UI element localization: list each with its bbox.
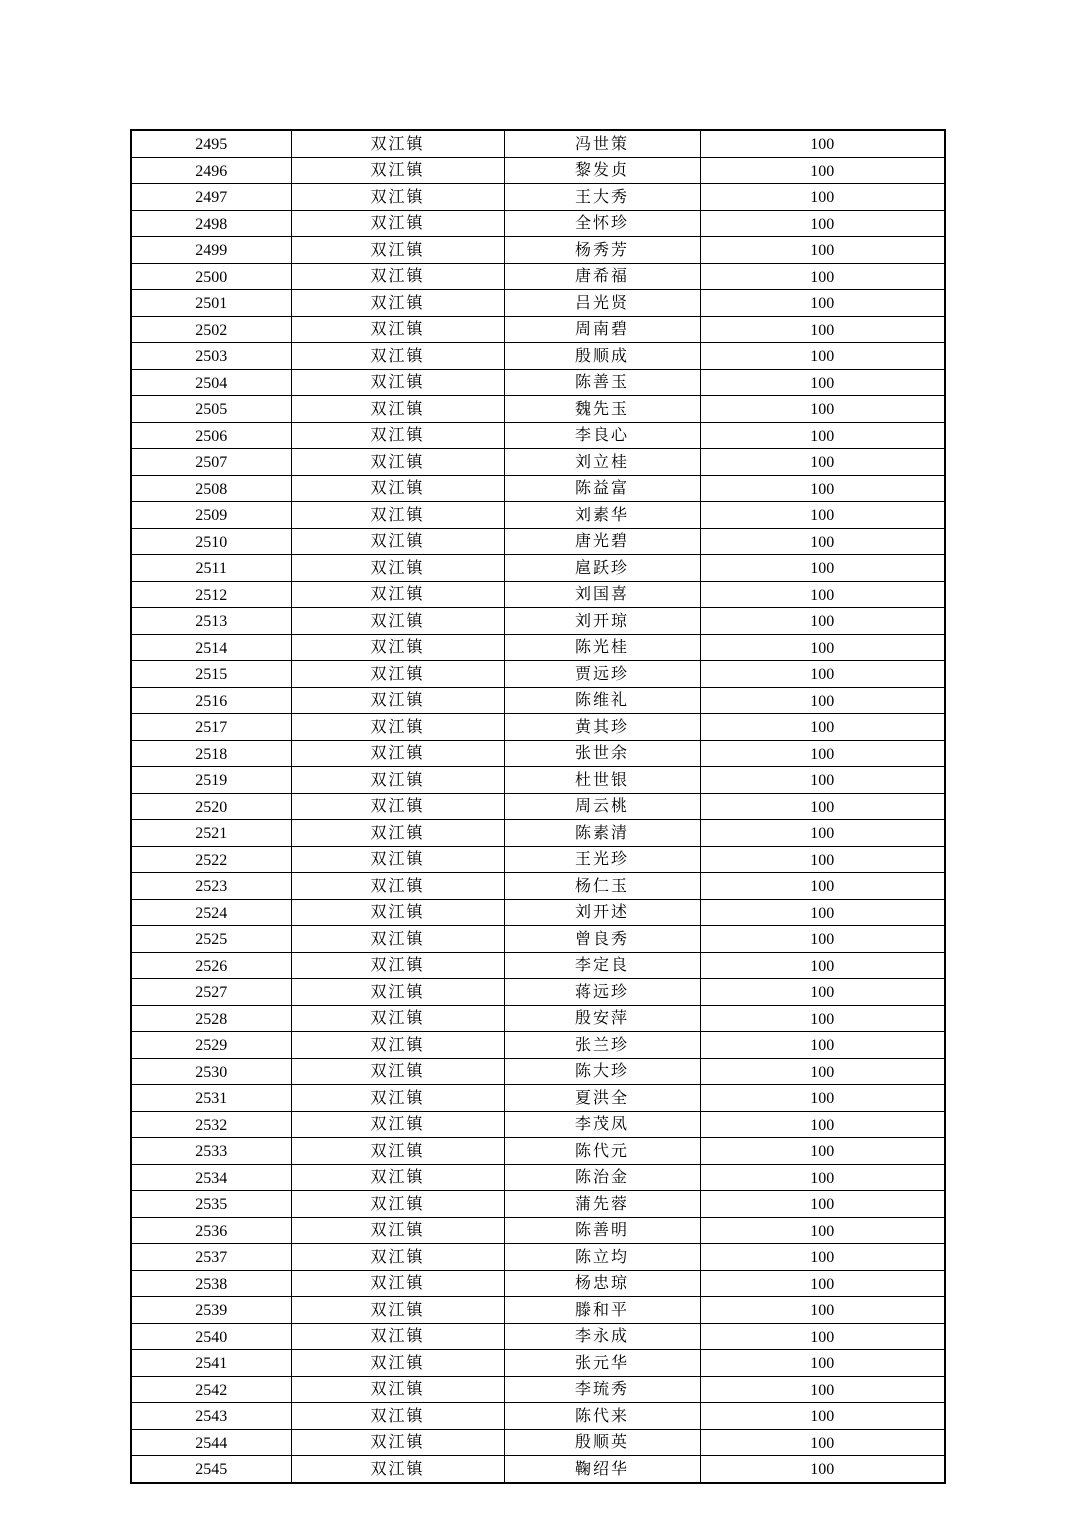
amount-cell: 100 [700, 1323, 945, 1350]
table-row [131, 952, 945, 979]
row-number-cell: 2519 [131, 767, 291, 794]
person-name-cell: 刘开琼 [504, 608, 700, 635]
amount-cell: 100 [700, 1032, 945, 1059]
person-name-cell: 王光珍 [504, 846, 700, 873]
row-number-cell: 2540 [131, 1323, 291, 1350]
person-name-cell: 李定良 [504, 952, 700, 979]
amount-cell: 100 [700, 237, 945, 264]
row-number-cell: 2514 [131, 634, 291, 661]
row-number-cell: 2529 [131, 1032, 291, 1059]
amount-cell: 100 [700, 1217, 945, 1244]
person-name-cell: 曾良秀 [504, 926, 700, 953]
subsidy-roster-table [130, 129, 946, 1484]
person-name-cell: 刘国喜 [504, 581, 700, 608]
person-name-cell: 鞠绍华 [504, 1456, 700, 1483]
row-number-cell: 2511 [131, 555, 291, 582]
table-row [131, 767, 945, 794]
person-name-cell: 滕和平 [504, 1297, 700, 1324]
row-number-cell: 2515 [131, 661, 291, 688]
town-cell: 双江镇 [291, 687, 504, 714]
row-number-cell: 2495 [131, 130, 291, 157]
town-cell: 双江镇 [291, 502, 504, 529]
row-number-cell: 2533 [131, 1138, 291, 1165]
table-row [131, 237, 945, 264]
town-cell: 双江镇 [291, 1005, 504, 1032]
person-name-cell: 黄其珍 [504, 714, 700, 741]
amount-cell: 100 [700, 1191, 945, 1218]
table-row [131, 793, 945, 820]
row-number-cell: 2512 [131, 581, 291, 608]
person-name-cell: 陈光桂 [504, 634, 700, 661]
row-number-cell: 2500 [131, 263, 291, 290]
table-row [131, 1297, 945, 1324]
table-row [131, 1323, 945, 1350]
town-cell: 双江镇 [291, 952, 504, 979]
town-cell: 双江镇 [291, 1350, 504, 1377]
town-cell: 双江镇 [291, 1376, 504, 1403]
row-number-cell: 2505 [131, 396, 291, 423]
person-name-cell: 黎发贞 [504, 157, 700, 184]
table-row [131, 1403, 945, 1430]
table-row [131, 1217, 945, 1244]
table-row [131, 846, 945, 873]
town-cell: 双江镇 [291, 1244, 504, 1271]
row-number-cell: 2525 [131, 926, 291, 953]
table-row [131, 608, 945, 635]
person-name-cell: 陈善明 [504, 1217, 700, 1244]
town-cell: 双江镇 [291, 899, 504, 926]
row-number-cell: 2504 [131, 369, 291, 396]
amount-cell: 100 [700, 502, 945, 529]
table-row [131, 1456, 945, 1483]
table-row [131, 502, 945, 529]
row-number-cell: 2545 [131, 1456, 291, 1483]
town-cell: 双江镇 [291, 740, 504, 767]
amount-cell: 100 [700, 1429, 945, 1456]
amount-cell: 100 [700, 581, 945, 608]
town-cell: 双江镇 [291, 422, 504, 449]
amount-cell: 100 [700, 634, 945, 661]
person-name-cell: 周南碧 [504, 316, 700, 343]
person-name-cell: 陈治金 [504, 1164, 700, 1191]
table-row [131, 290, 945, 317]
town-cell: 双江镇 [291, 396, 504, 423]
person-name-cell: 刘开述 [504, 899, 700, 926]
row-number-cell: 2531 [131, 1085, 291, 1112]
table-row [131, 316, 945, 343]
amount-cell: 100 [700, 899, 945, 926]
row-number-cell: 2502 [131, 316, 291, 343]
table-row [131, 555, 945, 582]
table-row [131, 528, 945, 555]
amount-cell: 100 [700, 1297, 945, 1324]
table-row [131, 1376, 945, 1403]
table-row [131, 1350, 945, 1377]
row-number-cell: 2497 [131, 184, 291, 211]
amount-cell: 100 [700, 1244, 945, 1271]
table-row [131, 422, 945, 449]
row-number-cell: 2508 [131, 475, 291, 502]
town-cell: 双江镇 [291, 1164, 504, 1191]
amount-cell: 100 [700, 130, 945, 157]
row-number-cell: 2536 [131, 1217, 291, 1244]
person-name-cell: 全怀珍 [504, 210, 700, 237]
row-number-cell: 2535 [131, 1191, 291, 1218]
table-row [131, 1111, 945, 1138]
person-name-cell: 殷顺英 [504, 1429, 700, 1456]
row-number-cell: 2510 [131, 528, 291, 555]
town-cell: 双江镇 [291, 634, 504, 661]
table-row [131, 1138, 945, 1165]
person-name-cell: 殷顺成 [504, 343, 700, 370]
row-number-cell: 2542 [131, 1376, 291, 1403]
amount-cell: 100 [700, 1350, 945, 1377]
row-number-cell: 2539 [131, 1297, 291, 1324]
table-row [131, 1005, 945, 1032]
row-number-cell: 2521 [131, 820, 291, 847]
amount-cell: 100 [700, 873, 945, 900]
table-row [131, 687, 945, 714]
amount-cell: 100 [700, 1111, 945, 1138]
town-cell: 双江镇 [291, 926, 504, 953]
row-number-cell: 2503 [131, 343, 291, 370]
person-name-cell: 杨仁玉 [504, 873, 700, 900]
person-name-cell: 冯世策 [504, 130, 700, 157]
town-cell: 双江镇 [291, 1032, 504, 1059]
table-row [131, 1085, 945, 1112]
table-row [131, 1244, 945, 1271]
town-cell: 双江镇 [291, 343, 504, 370]
amount-cell: 100 [700, 926, 945, 953]
table-row [131, 210, 945, 237]
town-cell: 双江镇 [291, 1217, 504, 1244]
person-name-cell: 张世余 [504, 740, 700, 767]
amount-cell: 100 [700, 714, 945, 741]
amount-cell: 100 [700, 555, 945, 582]
row-number-cell: 2499 [131, 237, 291, 264]
row-number-cell: 2530 [131, 1058, 291, 1085]
person-name-cell: 唐希福 [504, 263, 700, 290]
town-cell: 双江镇 [291, 1270, 504, 1297]
row-number-cell: 2506 [131, 422, 291, 449]
town-cell: 双江镇 [291, 608, 504, 635]
table-row [131, 581, 945, 608]
table-row [131, 873, 945, 900]
amount-cell: 100 [700, 1403, 945, 1430]
row-number-cell: 2518 [131, 740, 291, 767]
row-number-cell: 2517 [131, 714, 291, 741]
amount-cell: 100 [700, 528, 945, 555]
amount-cell: 100 [700, 157, 945, 184]
town-cell: 双江镇 [291, 290, 504, 317]
person-name-cell: 殷安萍 [504, 1005, 700, 1032]
row-number-cell: 2509 [131, 502, 291, 529]
person-name-cell: 贾远珍 [504, 661, 700, 688]
town-cell: 双江镇 [291, 210, 504, 237]
person-name-cell: 扈跃珍 [504, 555, 700, 582]
town-cell: 双江镇 [291, 846, 504, 873]
amount-cell: 100 [700, 1005, 945, 1032]
amount-cell: 100 [700, 661, 945, 688]
amount-cell: 100 [700, 263, 945, 290]
town-cell: 双江镇 [291, 369, 504, 396]
amount-cell: 100 [700, 740, 945, 767]
amount-cell: 100 [700, 396, 945, 423]
table-row [131, 714, 945, 741]
person-name-cell: 张兰珍 [504, 1032, 700, 1059]
table-row [131, 396, 945, 423]
town-cell: 双江镇 [291, 475, 504, 502]
table-row [131, 820, 945, 847]
amount-cell: 100 [700, 1138, 945, 1165]
person-name-cell: 李良心 [504, 422, 700, 449]
amount-cell: 100 [700, 1376, 945, 1403]
table-row [131, 1058, 945, 1085]
amount-cell: 100 [700, 184, 945, 211]
table-row [131, 1191, 945, 1218]
table-row [131, 184, 945, 211]
person-name-cell: 王大秀 [504, 184, 700, 211]
row-number-cell: 2541 [131, 1350, 291, 1377]
person-name-cell: 李琉秀 [504, 1376, 700, 1403]
town-cell: 双江镇 [291, 449, 504, 476]
amount-cell: 100 [700, 767, 945, 794]
town-cell: 双江镇 [291, 316, 504, 343]
town-cell: 双江镇 [291, 528, 504, 555]
table-row [131, 1164, 945, 1191]
person-name-cell: 陈维礼 [504, 687, 700, 714]
town-cell: 双江镇 [291, 555, 504, 582]
person-name-cell: 刘立桂 [504, 449, 700, 476]
table-body [131, 130, 945, 1483]
row-number-cell: 2498 [131, 210, 291, 237]
town-cell: 双江镇 [291, 979, 504, 1006]
person-name-cell: 杨忠琼 [504, 1270, 700, 1297]
table-row [131, 899, 945, 926]
table-row [131, 1270, 945, 1297]
row-number-cell: 2532 [131, 1111, 291, 1138]
person-name-cell: 张元华 [504, 1350, 700, 1377]
table-row [131, 634, 945, 661]
amount-cell: 100 [700, 210, 945, 237]
town-cell: 双江镇 [291, 263, 504, 290]
table-row [131, 926, 945, 953]
amount-cell: 100 [700, 475, 945, 502]
row-number-cell: 2507 [131, 449, 291, 476]
table-row [131, 263, 945, 290]
table-row [131, 449, 945, 476]
town-cell: 双江镇 [291, 793, 504, 820]
town-cell: 双江镇 [291, 661, 504, 688]
town-cell: 双江镇 [291, 130, 504, 157]
table-row [131, 343, 945, 370]
town-cell: 双江镇 [291, 581, 504, 608]
amount-cell: 100 [700, 316, 945, 343]
person-name-cell: 陈善玉 [504, 369, 700, 396]
town-cell: 双江镇 [291, 1403, 504, 1430]
person-name-cell: 李茂凤 [504, 1111, 700, 1138]
amount-cell: 100 [700, 1456, 945, 1483]
town-cell: 双江镇 [291, 237, 504, 264]
table-row [131, 130, 945, 157]
table-row [131, 1032, 945, 1059]
person-name-cell: 陈代来 [504, 1403, 700, 1430]
row-number-cell: 2538 [131, 1270, 291, 1297]
town-cell: 双江镇 [291, 1191, 504, 1218]
amount-cell: 100 [700, 449, 945, 476]
person-name-cell: 杜世银 [504, 767, 700, 794]
person-name-cell: 蒲先蓉 [504, 1191, 700, 1218]
amount-cell: 100 [700, 1270, 945, 1297]
row-number-cell: 2501 [131, 290, 291, 317]
amount-cell: 100 [700, 952, 945, 979]
town-cell: 双江镇 [291, 1111, 504, 1138]
town-cell: 双江镇 [291, 820, 504, 847]
person-name-cell: 李永成 [504, 1323, 700, 1350]
table-row [131, 740, 945, 767]
town-cell: 双江镇 [291, 1456, 504, 1483]
person-name-cell: 陈大珍 [504, 1058, 700, 1085]
amount-cell: 100 [700, 687, 945, 714]
person-name-cell: 魏先玉 [504, 396, 700, 423]
table-row [131, 157, 945, 184]
row-number-cell: 2537 [131, 1244, 291, 1271]
row-number-cell: 2496 [131, 157, 291, 184]
amount-cell: 100 [700, 343, 945, 370]
row-number-cell: 2513 [131, 608, 291, 635]
table-row [131, 661, 945, 688]
amount-cell: 100 [700, 793, 945, 820]
person-name-cell: 杨秀芳 [504, 237, 700, 264]
amount-cell: 100 [700, 422, 945, 449]
row-number-cell: 2523 [131, 873, 291, 900]
person-name-cell: 陈益富 [504, 475, 700, 502]
row-number-cell: 2534 [131, 1164, 291, 1191]
town-cell: 双江镇 [291, 1297, 504, 1324]
town-cell: 双江镇 [291, 184, 504, 211]
row-number-cell: 2516 [131, 687, 291, 714]
row-number-cell: 2527 [131, 979, 291, 1006]
person-name-cell: 刘素华 [504, 502, 700, 529]
town-cell: 双江镇 [291, 1058, 504, 1085]
amount-cell: 100 [700, 846, 945, 873]
row-number-cell: 2543 [131, 1403, 291, 1430]
amount-cell: 100 [700, 1085, 945, 1112]
amount-cell: 100 [700, 1164, 945, 1191]
person-name-cell: 陈素清 [504, 820, 700, 847]
town-cell: 双江镇 [291, 767, 504, 794]
amount-cell: 100 [700, 1058, 945, 1085]
person-name-cell: 吕光贤 [504, 290, 700, 317]
person-name-cell: 夏洪全 [504, 1085, 700, 1112]
row-number-cell: 2520 [131, 793, 291, 820]
row-number-cell: 2522 [131, 846, 291, 873]
person-name-cell: 蒋远珍 [504, 979, 700, 1006]
amount-cell: 100 [700, 369, 945, 396]
amount-cell: 100 [700, 290, 945, 317]
town-cell: 双江镇 [291, 1323, 504, 1350]
town-cell: 双江镇 [291, 1429, 504, 1456]
person-name-cell: 周云桃 [504, 793, 700, 820]
row-number-cell: 2526 [131, 952, 291, 979]
person-name-cell: 唐光碧 [504, 528, 700, 555]
town-cell: 双江镇 [291, 1138, 504, 1165]
table-row [131, 369, 945, 396]
person-name-cell: 陈立均 [504, 1244, 700, 1271]
person-name-cell: 陈代元 [504, 1138, 700, 1165]
town-cell: 双江镇 [291, 714, 504, 741]
table-row [131, 475, 945, 502]
row-number-cell: 2544 [131, 1429, 291, 1456]
amount-cell: 100 [700, 979, 945, 1006]
table-row [131, 1429, 945, 1456]
table-row [131, 979, 945, 1006]
row-number-cell: 2528 [131, 1005, 291, 1032]
amount-cell: 100 [700, 820, 945, 847]
town-cell: 双江镇 [291, 873, 504, 900]
town-cell: 双江镇 [291, 157, 504, 184]
row-number-cell: 2524 [131, 899, 291, 926]
town-cell: 双江镇 [291, 1085, 504, 1112]
amount-cell: 100 [700, 608, 945, 635]
